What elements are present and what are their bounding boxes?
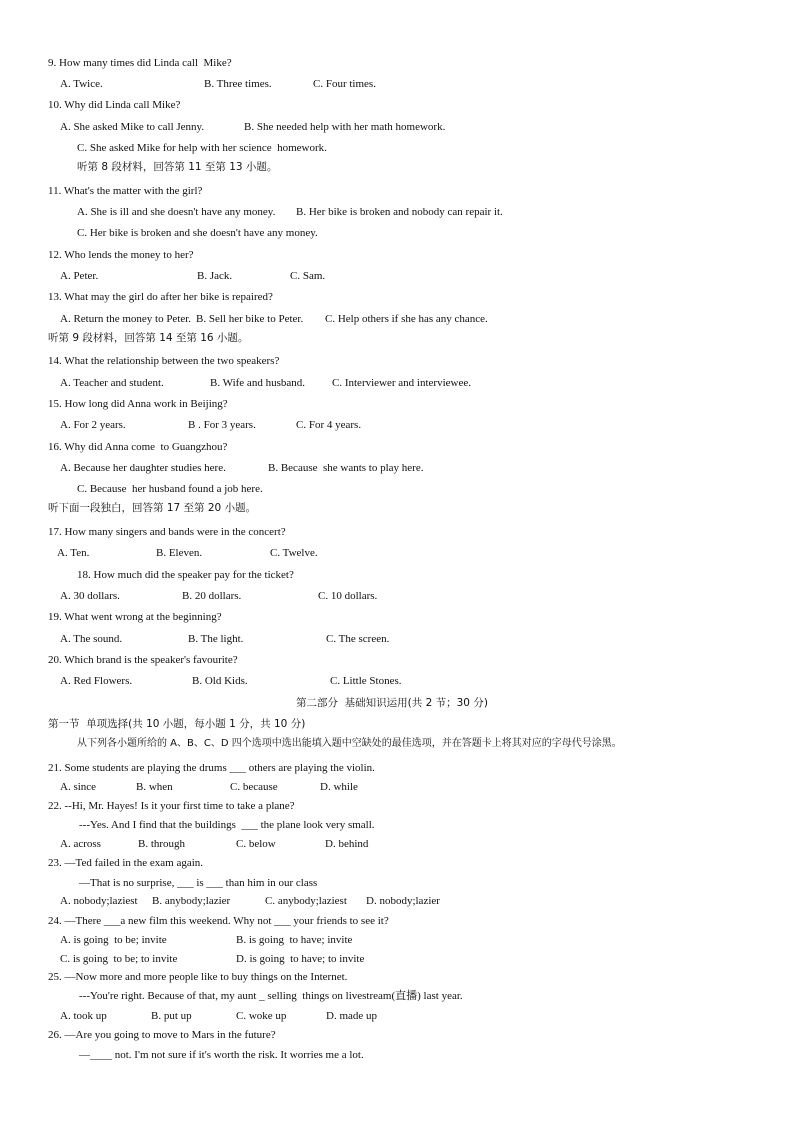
- q23-stem-2: —That is no surprise, ___ is ___ than him in our class: [79, 877, 318, 889]
- q21-option-d: D. while: [320, 781, 358, 793]
- q14-option-b: B. Wife and husband.: [210, 377, 305, 389]
- q18-option-c: C. 10 dollars.: [318, 590, 378, 602]
- q14-option-c: C. Interviewer and interviewee.: [332, 377, 471, 389]
- q16-option-a: A. Because her daughter studies here.: [60, 462, 226, 474]
- q11-stem: 11. What's the matter with the girl?: [48, 185, 203, 197]
- q22-stem: 22. --Hi, Mr. Hayes! Is it your first time to take a plane?: [48, 800, 295, 812]
- q24-option-d: D. is going to have; to invite: [236, 953, 365, 965]
- q25-option-d: D. made up: [326, 1010, 378, 1022]
- q12-option-a: A. Peter.: [60, 270, 99, 282]
- q12-option-b: B. Jack.: [197, 270, 233, 282]
- q16-stem: 16. Why did Anna come to Guangzhou?: [48, 441, 228, 453]
- q21-stem: 21. Some students are playing the drums ___ others are playing the violin.: [48, 762, 375, 774]
- q15-stem: 15. How long did Anna work in Beijing?: [48, 398, 228, 410]
- q15-option-a: A. For 2 years.: [60, 419, 126, 431]
- q11-option-c: C. Her bike is broken and she doesn't have any money.: [77, 227, 318, 239]
- q21-option-a: A. since: [60, 781, 97, 793]
- section-9-instruction: 听第 9 段材料，回答第 14 至第 16 小题。: [48, 332, 249, 344]
- q24-option-c: C. is going to be; to invite: [60, 953, 178, 965]
- q25-option-a: A. took up: [60, 1010, 107, 1022]
- q10-option-a: A. She asked Mike to call Jenny.: [60, 121, 205, 133]
- q19-stem: 19. What went wrong at the beginning?: [48, 611, 222, 623]
- q16-option-b: B. Because she wants to play here.: [268, 462, 424, 474]
- q20-option-b: B. Old Kids.: [192, 675, 248, 687]
- section-1-instruction: 从下列各小题所给的 A、B、C、D 四个选项中选出能填入题中空缺处的最佳选项，并在答题卡上将其对应的字母代号涂黑。: [77, 738, 622, 749]
- q14-stem: 14. What the relationship between the two speakers?: [48, 355, 280, 367]
- q22-option-b: B. through: [138, 838, 186, 850]
- q23-stem: 23. —Ted failed in the exam again.: [48, 857, 204, 869]
- q17-option-b: B. Eleven.: [156, 547, 203, 559]
- q19-option-a: A. The sound.: [60, 633, 123, 645]
- q20-option-c: C. Little Stones.: [330, 675, 402, 687]
- q21-option-b: B. when: [136, 781, 173, 793]
- q9-stem: 9. How many times did Linda call Mike?: [48, 57, 232, 69]
- q10-option-c: C. She asked Mike for help with her science homework.: [77, 142, 327, 154]
- q11-option-a: A. She is ill and she doesn't have any money.: [77, 206, 276, 218]
- q9-option-c: C. Four times.: [313, 78, 376, 90]
- q9-option-a: A. Twice.: [60, 78, 103, 90]
- q15-option-b: B . For 3 years.: [188, 419, 256, 431]
- q24-option-a: A. is going to be; invite: [60, 934, 167, 946]
- section-1-heading: 第一节 单项选择(共 10 小题，每小题 1 分，共 10 分): [48, 718, 306, 730]
- q9-option-b: B. Three times.: [204, 78, 272, 90]
- q14-option-a: A. Teacher and student.: [60, 377, 164, 389]
- q13-stem: 13. What may the girl do after her bike is repaired?: [48, 291, 273, 303]
- q24-option-b: B. is going to have; invite: [236, 934, 353, 946]
- q20-stem: 20. Which brand is the speaker's favourite?: [48, 654, 238, 666]
- q20-option-a: A. Red Flowers.: [60, 675, 133, 687]
- q18-option-b: B. 20 dollars.: [182, 590, 242, 602]
- q18-stem: 18. How much did the speaker pay for the ticket?: [77, 569, 294, 581]
- q23-option-a: A. nobody;laziest: [60, 895, 138, 907]
- q26-stem-2: —____ not. I'm not sure if it's worth the risk. It worries me a lot.: [79, 1049, 364, 1061]
- q21-option-c: C. because: [230, 781, 278, 793]
- q23-option-c: C. anybody;laziest: [265, 895, 347, 907]
- q17-option-a: A. Ten.: [57, 547, 90, 559]
- q16-option-c: C. Because her husband found a job here.: [77, 483, 263, 495]
- q13-option-c: C. Help others if she has any chance.: [325, 313, 488, 325]
- q19-option-b: B. The light.: [188, 633, 244, 645]
- q10-stem: 10. Why did Linda call Mike?: [48, 99, 181, 111]
- q26-stem: 26. —Are you going to move to Mars in the future?: [48, 1029, 276, 1041]
- q22-stem-2: ---Yes. And I find that the buildings ___ the plane look very small.: [79, 819, 375, 831]
- q17-stem: 17. How many singers and bands were in the concert?: [48, 526, 286, 538]
- part-2-heading: 第二部分 基础知识运用(共 2 节；30 分): [296, 697, 488, 709]
- q17-option-c: C. Twelve.: [270, 547, 318, 559]
- q23-option-b: B. anybody;lazier: [152, 895, 231, 907]
- q10-option-b: B. She needed help with her math homework.: [244, 121, 446, 133]
- q12-stem: 12. Who lends the money to her?: [48, 249, 194, 261]
- section-8-instruction: 听第 8 段材料，回答第 11 至第 13 小题。: [77, 161, 278, 173]
- q25-stem-2: ---You're right. Because of that, my aunt _ selling things on livestream(直播) last year.: [79, 990, 463, 1002]
- q11-option-b: B. Her bike is broken and nobody can repair it.: [296, 206, 503, 218]
- q15-option-c: C. For 4 years.: [296, 419, 362, 431]
- q22-option-d: D. behind: [325, 838, 369, 850]
- q25-option-b: B. put up: [151, 1010, 192, 1022]
- q13-option-a: A. Return the money to Peter.: [60, 313, 192, 325]
- q12-option-c: C. Sam.: [290, 270, 326, 282]
- q24-stem: 24. —There ___a new film this weekend. Why not ___ your friends to see it?: [48, 915, 389, 927]
- q25-option-c: C. woke up: [236, 1010, 287, 1022]
- q13-option-b: B. Sell her bike to Peter.: [196, 313, 304, 325]
- q18-option-a: A. 30 dollars.: [60, 590, 120, 602]
- q23-option-d: D. nobody;lazier: [366, 895, 440, 907]
- q25-stem: 25. —Now more and more people like to buy things on the Internet.: [48, 971, 348, 983]
- q19-option-c: C. The screen.: [326, 633, 390, 645]
- q22-option-a: A. across: [60, 838, 101, 850]
- q22-option-c: C. below: [236, 838, 276, 850]
- monologue-instruction: 听下面一段独白，回答第 17 至第 20 小题。: [48, 502, 257, 514]
